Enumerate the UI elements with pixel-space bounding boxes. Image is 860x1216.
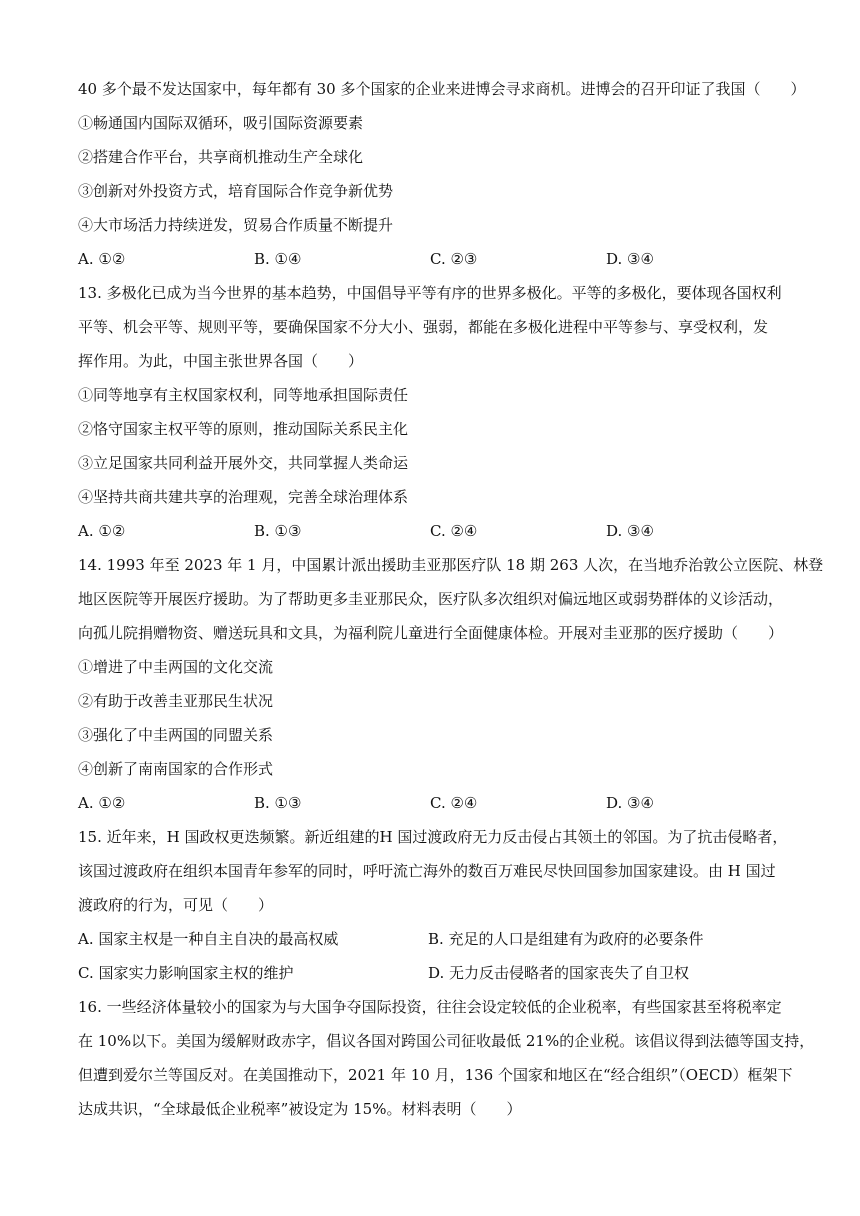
question-14 bbox=[78, 548, 824, 820]
question-15 bbox=[78, 820, 786, 990]
statement-3: ③立足国家共同利益开展外交，共同掌握人类命运 bbox=[78, 454, 409, 472]
option-c: C. ②③ bbox=[430, 250, 478, 268]
question-stem-line: 达成共识，“全球最低企业税率”被设定为 15%。材料表明（ ） bbox=[78, 1100, 522, 1118]
statement-2: ②有助于改善圭亚那民生状况 bbox=[78, 692, 274, 710]
question-stem-line: 挥作用。为此，中国主张世界各国（ ） bbox=[78, 352, 364, 370]
option-a: A. ①② bbox=[78, 794, 126, 812]
statement-2: ②恪守国家主权平等的原则，推动国际关系民主化 bbox=[78, 420, 409, 438]
statement-4: ④创新了南南国家的合作形式 bbox=[78, 760, 274, 778]
answer-options bbox=[78, 242, 786, 276]
option-d: D. 无力反击侵略者的国家丧失了自卫权 bbox=[428, 964, 690, 982]
answer-options bbox=[78, 514, 786, 548]
option-d: D. ③④ bbox=[606, 794, 654, 812]
question-stem-line: 平等、机会平等、规则平等，要确保国家不分大小、强弱，都能在多极化进程中平等参与、享受权利，发 bbox=[78, 318, 769, 336]
statement-3: ③强化了中圭两国的同盟关系 bbox=[78, 726, 274, 744]
statement-4: ④坚持共商共建共享的治理观，完善全球治理体系 bbox=[78, 488, 409, 506]
option-d: D. ③④ bbox=[606, 250, 654, 268]
question-stem-line: 地区医院等开展医疗援助。为了帮助更多圭亚那民众，医疗队多次组织对偏远地区或弱势群体的义诊活动， bbox=[78, 590, 784, 608]
option-a: A. ①② bbox=[78, 522, 126, 540]
statement-3: ③创新对外投资方式，培育国际合作竞争新优势 bbox=[78, 182, 394, 200]
statement-1: ①同等地享有主权国家权利，同等地承担国际责任 bbox=[78, 386, 409, 404]
question-stem-line: 向孤儿院捐赠物资、赠送玩具和文具，为福利院儿童进行全面健康体检。开展对圭亚那的医疗援助（ ） bbox=[78, 624, 784, 642]
question-stem-line: 40 多个最不发达国家中，每年都有 30 多个国家的企业来进博会寻求商机。进博会的召开印证了我国（ ） bbox=[78, 80, 806, 98]
option-d: D. ③④ bbox=[606, 522, 654, 540]
answer-options-row-1 bbox=[78, 922, 786, 956]
option-a: A. 国家主权是一种自主自决的最高权威 bbox=[78, 930, 339, 948]
option-c: C. 国家实力影响国家主权的维护 bbox=[78, 964, 294, 982]
statement-1: ①增进了中圭两国的文化交流 bbox=[78, 658, 274, 676]
question-stem-line: 渡政府的行为，可见（ ） bbox=[78, 896, 274, 914]
option-b: B. ①③ bbox=[254, 522, 302, 540]
question-stem-line: 14. 1993 年至 2023 年 1 月，中国累计派出援助圭亚那医疗队 18 期 263 人次，在当地乔治敦公立医院、林登 bbox=[78, 556, 824, 574]
answer-options bbox=[78, 786, 786, 820]
statement-2: ②搭建合作平台，共享商机推动生产全球化 bbox=[78, 148, 364, 166]
question-stem-line: 该国过渡政府在组织本国青年参军的同时，呼吁流亡海外的数百万难民尽快回国参加国家建设。由 H 国过 bbox=[78, 862, 776, 880]
statement-4: ④大市场活力持续迸发，贸易合作质量不断提升 bbox=[78, 216, 394, 234]
option-b: B. ①③ bbox=[254, 794, 302, 812]
answer-options-row-2 bbox=[78, 956, 786, 990]
question-13 bbox=[78, 276, 786, 548]
question-stem-line: 13. 多极化已成为当今世界的基本趋势，中国倡导平等有序的世界多极化。平等的多极化，要体现各国权利 bbox=[78, 284, 782, 302]
option-b: B. ①④ bbox=[254, 250, 302, 268]
question-stem-line: 16. 一些经济体量较小的国家为与大国争夺国际投资，往往会设定较低的企业税率，有些国家甚至将税率定 bbox=[78, 998, 782, 1016]
option-c: C. ②④ bbox=[430, 522, 478, 540]
question-12 bbox=[78, 72, 806, 276]
statement-1: ①畅通国内国际双循环，吸引国际资源要素 bbox=[78, 114, 364, 132]
option-c: C. ②④ bbox=[430, 794, 478, 812]
option-b: B. 充足的人口是组建有为政府的必要条件 bbox=[428, 930, 704, 948]
option-a: A. ①② bbox=[78, 250, 126, 268]
question-16 bbox=[78, 990, 815, 1126]
question-stem-line: 在 10%以下。美国为缓解财政赤字，倡议各国对跨国公司征收最低 21%的企业税。该倡议得到法德等国支持， bbox=[78, 1032, 815, 1050]
question-stem-line: 但遭到爱尔兰等国反对。在美国推动下，2021 年 10 月，136 个国家和地区在“经合组织”（OECD）框架下 bbox=[78, 1066, 793, 1084]
question-stem-line: 15. 近年来，H 国政权更迭频繁。新近组建的H 国过渡政府无力反击侵占其领土的邻国。为了抗击侵略者， bbox=[78, 828, 788, 846]
